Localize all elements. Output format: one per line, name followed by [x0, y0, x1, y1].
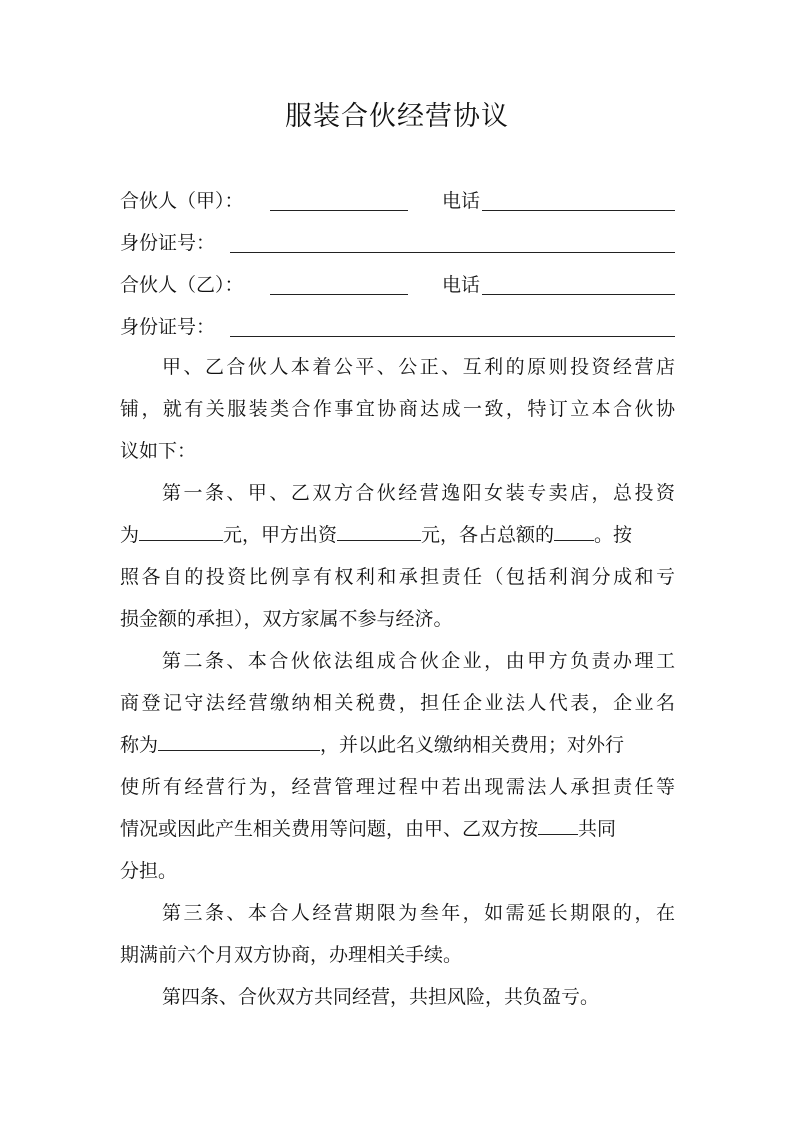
article1-text: 元，甲方出资 — [223, 524, 338, 546]
partner-b-name-field[interactable] — [270, 294, 408, 295]
partner-b-id-field[interactable] — [230, 336, 675, 337]
partner-a-id-label: 身份证号： — [120, 232, 216, 254]
partner-a-name-field[interactable] — [270, 210, 408, 211]
partner-a-row — [120, 186, 675, 216]
article1-line-4: 损金额的承担），双方家属不参与经济。 — [120, 608, 453, 630]
article1-text: 。按 — [594, 524, 633, 546]
document-title: 服装合伙经营协议 — [285, 101, 509, 132]
article2-line-4: 使所有经营行为，经营管理过程中若出现需法人承担责任等 — [120, 776, 675, 798]
article1-line-1: 第一条、甲、乙双方合伙经营逸阳女装专卖店，总投资 — [162, 482, 675, 504]
partner-b-row — [120, 270, 675, 300]
preamble-line-2: 铺，就有关服装类合作事宜协商达成一致，特订立本合伙协 — [120, 398, 675, 420]
article2-text: 共同 — [578, 818, 617, 840]
article2-line-6: 分担。 — [120, 860, 178, 882]
partner-a-phone-label: 电话 — [442, 190, 481, 212]
partner-b-id-row — [120, 312, 675, 342]
total-investment-field[interactable] — [139, 522, 223, 541]
partner-a-phone-field[interactable] — [482, 210, 675, 211]
partner-a-id-field[interactable] — [230, 252, 675, 253]
partner-b-phone-field[interactable] — [482, 294, 675, 295]
article3-line-1: 第三条、本合人经营期限为叁年，如需延长期限的，在 — [162, 902, 675, 924]
cost-share-ratio-field[interactable] — [538, 816, 578, 835]
article2-text: ，并以此名义缴纳相关费用；对外行 — [320, 734, 625, 756]
company-name-field[interactable] — [158, 732, 320, 751]
partner-b-label: 合伙人（乙）： — [120, 274, 244, 296]
article4-line-1: 第四条、合伙双方共同经营，共担风险，共负盈亏。 — [162, 986, 600, 1008]
article3-line-2: 期满前六个月双方协商，办理相关手续。 — [120, 944, 463, 966]
partner-a-label: 合伙人（甲）： — [120, 190, 244, 212]
partner-b-phone-label: 电话 — [442, 274, 481, 296]
share-percentage-field[interactable] — [554, 522, 594, 541]
article2-text: 称为 — [120, 734, 159, 756]
article1-line-3: 照各自的投资比例享有权利和承担责任（包括利润分成和亏 — [120, 566, 675, 588]
article2-line-3 — [120, 730, 675, 760]
article2-line-5 — [120, 814, 675, 844]
article2-line-1: 第二条、本合伙依法组成合伙企业，由甲方负责办理工 — [162, 650, 675, 672]
article2-line-2: 商登记守法经营缴纳相关税费，担任企业法人代表，企业名 — [120, 692, 675, 714]
article1-line-2 — [120, 520, 675, 550]
article2-text: 情况或因此产生相关费用等问题，由甲、乙双方按 — [120, 818, 539, 840]
preamble-line-3: 议如下： — [120, 440, 197, 462]
partner-a-id-row — [120, 228, 675, 258]
article1-text: 元，各占总额的 — [421, 524, 555, 546]
partner-b-id-label: 身份证号： — [120, 316, 216, 338]
party-a-investment-field[interactable] — [337, 522, 421, 541]
preamble-line-1: 甲、乙合伙人本着公平、公正、互利的原则投资经营店 — [162, 356, 675, 378]
article1-text: 为 — [120, 524, 140, 546]
